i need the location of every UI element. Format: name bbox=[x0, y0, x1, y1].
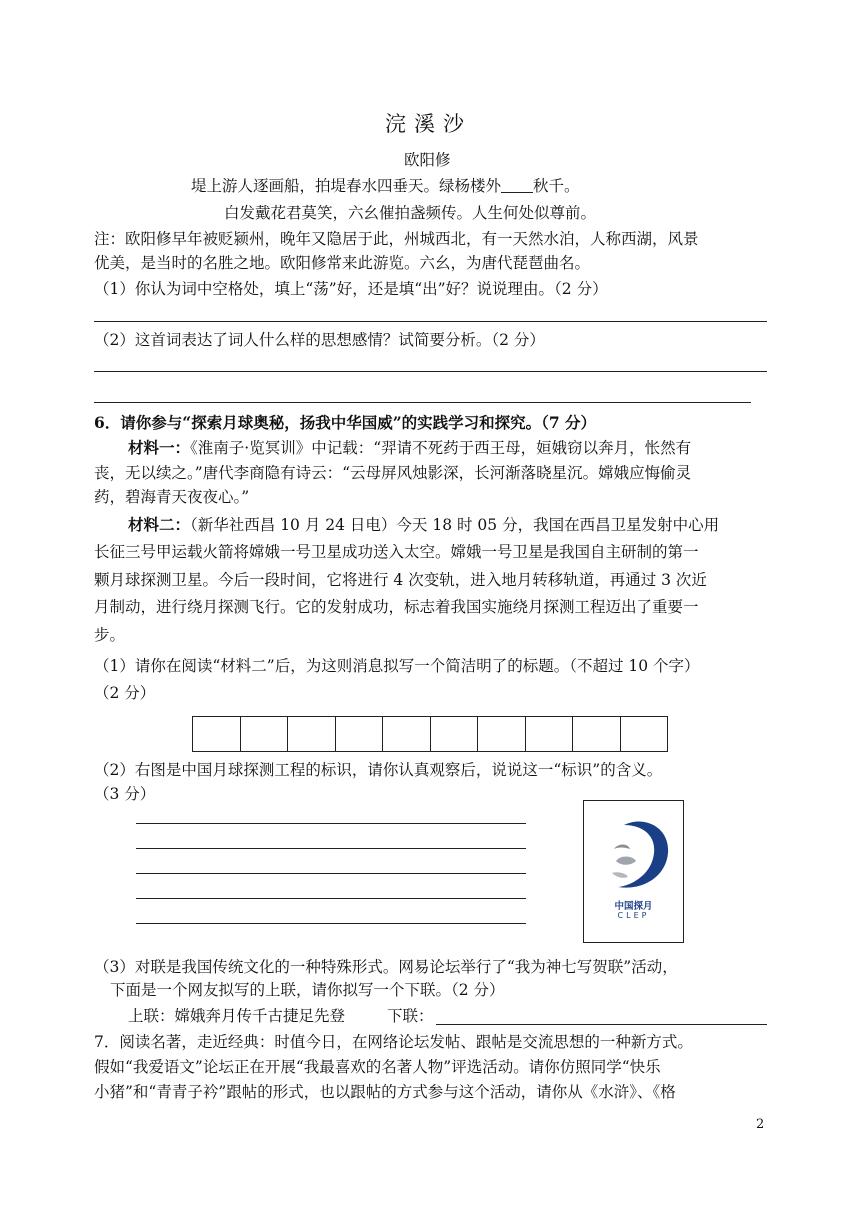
answer-line[interactable] bbox=[94, 402, 751, 403]
q6-material-1-line-3: 药，碧海青天夜夜心。” bbox=[94, 488, 250, 506]
material-1-label: 材料一： bbox=[128, 438, 191, 457]
title-answer-grid bbox=[192, 716, 668, 752]
couplet-lower-label: 下联： bbox=[387, 1007, 434, 1025]
answer-line[interactable] bbox=[136, 923, 526, 924]
answer-line[interactable] bbox=[94, 371, 767, 372]
answer-line[interactable] bbox=[136, 848, 526, 849]
q6-material-2-line-5: 步。 bbox=[94, 626, 126, 644]
grid-cell[interactable] bbox=[336, 717, 384, 751]
poem-title: 浣溪沙 bbox=[385, 112, 472, 136]
material-1-text: 《淮南子·览冥训》中记载：“羿请不死药于西王母，姮娥窃以奔月，怅然有 bbox=[190, 439, 692, 457]
poem-line-1-end: 秋千。 bbox=[533, 177, 580, 195]
poem-question-2: （2）这首词表达了词人什么样的思想感情？试简要分析。（2 分） bbox=[94, 331, 545, 349]
couplet-upper: 上联：嫦娥奔月传千古捷足先登 bbox=[128, 1007, 346, 1025]
page-number: 2 bbox=[756, 1117, 765, 1132]
grid-cell[interactable] bbox=[193, 717, 241, 751]
grid-cell[interactable] bbox=[478, 717, 526, 751]
q6-sub-2-line-2: （3 分） bbox=[94, 785, 156, 803]
q6-sub-3-line-1: （3）对联是我国传统文化的一种特殊形式。网易论坛举行了“我为神七写贺联”活动， bbox=[94, 958, 678, 976]
q7-line-1: 7．阅读名著，走近经典：时值今日，在网络论坛发帖、跟帖是交流思想的一种新方式。 bbox=[94, 1033, 693, 1051]
q6-heading: 6．请你参与“探索月球奥秘，扬我中华国威”的实践学习和探究。（7 分） bbox=[94, 413, 597, 432]
poem-line-1 bbox=[191, 176, 580, 196]
couplet-answer-line[interactable] bbox=[436, 1024, 767, 1025]
grid-cell[interactable] bbox=[431, 717, 479, 751]
q7-line-3: 小猪”和“青青子衿”跟帖的形式，也以跟帖的方式参与这个活动，请你从《水浒》、《格 bbox=[94, 1083, 676, 1101]
clep-logo bbox=[583, 800, 684, 943]
poem-blank[interactable] bbox=[501, 178, 533, 193]
grid-cell[interactable] bbox=[573, 717, 621, 751]
q6-material-1-line-2: 丧，无以续之。”唐代李商隐有诗云：“云母屏风烛影深，长河渐落晓星沉。嫦娥应悔偷灵 bbox=[94, 464, 692, 482]
answer-line[interactable] bbox=[136, 873, 526, 874]
poem-note-line-1: 注：欧阳修早年被贬颍州，晚年又隐居于此，州城西北，有一天然水泊，人称西湖，风景 bbox=[94, 230, 699, 248]
q6-sub-1-line-1: （1）请你在阅读“材料二”后，为这则消息拟写一个简洁明了的标题。（不超过 10 个字） bbox=[94, 657, 700, 675]
grid-cell[interactable] bbox=[383, 717, 431, 751]
q6-material-2-line-4: 月制动，进行绕月探测飞行。它的发射成功，标志着我国实施绕月探测工程迈出了重要一 bbox=[94, 598, 699, 616]
q7-line-2: 假如“我爱语文”论坛正在开展“我最喜欢的名著人物”评选活动。请你仿照同学“快乐 bbox=[94, 1058, 661, 1076]
logo-en-text: CLEP bbox=[617, 911, 650, 920]
answer-line[interactable] bbox=[136, 823, 526, 824]
q6-sub-2-line-1: （2）右图是中国月球探测工程的标识，请你认真观察后，说说这一“标识”的含义。 bbox=[94, 761, 663, 779]
grid-cell[interactable] bbox=[288, 717, 336, 751]
q6-material-1-line-1 bbox=[128, 438, 691, 458]
q6-material-2-line-2: 长征三号甲运载火箭将嫦娥一号卫星成功送入太空。嫦娥一号卫星是我国自主研制的第一 bbox=[94, 543, 699, 561]
poem-note-line-2: 优美，是当时的名胜之地。欧阳修常来此游览。六幺，为唐代琵琶曲名。 bbox=[94, 254, 591, 272]
poem-author: 欧阳修 bbox=[404, 151, 451, 169]
logo-cn-text: 中国探月 bbox=[614, 901, 653, 912]
grid-cell[interactable] bbox=[526, 717, 574, 751]
material-2-label: 材料二： bbox=[128, 515, 191, 534]
poem-question-1: （1）你认为词中空格处，填上“荡”好，还是填“出”好？说说理由。（2 分） bbox=[94, 280, 608, 298]
material-2-text: （新华社西昌 10 月 24 日电）今天 18 时 05 分，我国在西昌卫星发射中心用 bbox=[190, 516, 720, 534]
poem-line-1-text: 堤上游人逐画船，拍堤春水四垂天。绿杨楼外 bbox=[191, 177, 502, 195]
q6-sub-1-line-2: （2 分） bbox=[94, 684, 156, 702]
grid-cell[interactable] bbox=[621, 717, 668, 751]
answer-line[interactable] bbox=[136, 898, 526, 899]
q6-sub-3-line-2: 下面是一个网友拟写的上联，请你拟写一个下联。（2 分） bbox=[110, 981, 505, 999]
q6-material-2-line-3: 颗月球探测卫星。今后一段时间，它将进行 4 次变轨，进入地月转移轨道，再通过 3 次近 bbox=[94, 571, 707, 589]
moon-crescent-icon bbox=[584, 801, 683, 901]
grid-cell[interactable] bbox=[241, 717, 289, 751]
poem-line-2: 白发戴花君莫笑，六幺催拍盏频传。人生何处似尊前。 bbox=[224, 204, 597, 222]
q6-material-2-line-1 bbox=[128, 515, 719, 535]
answer-line[interactable] bbox=[94, 321, 767, 322]
